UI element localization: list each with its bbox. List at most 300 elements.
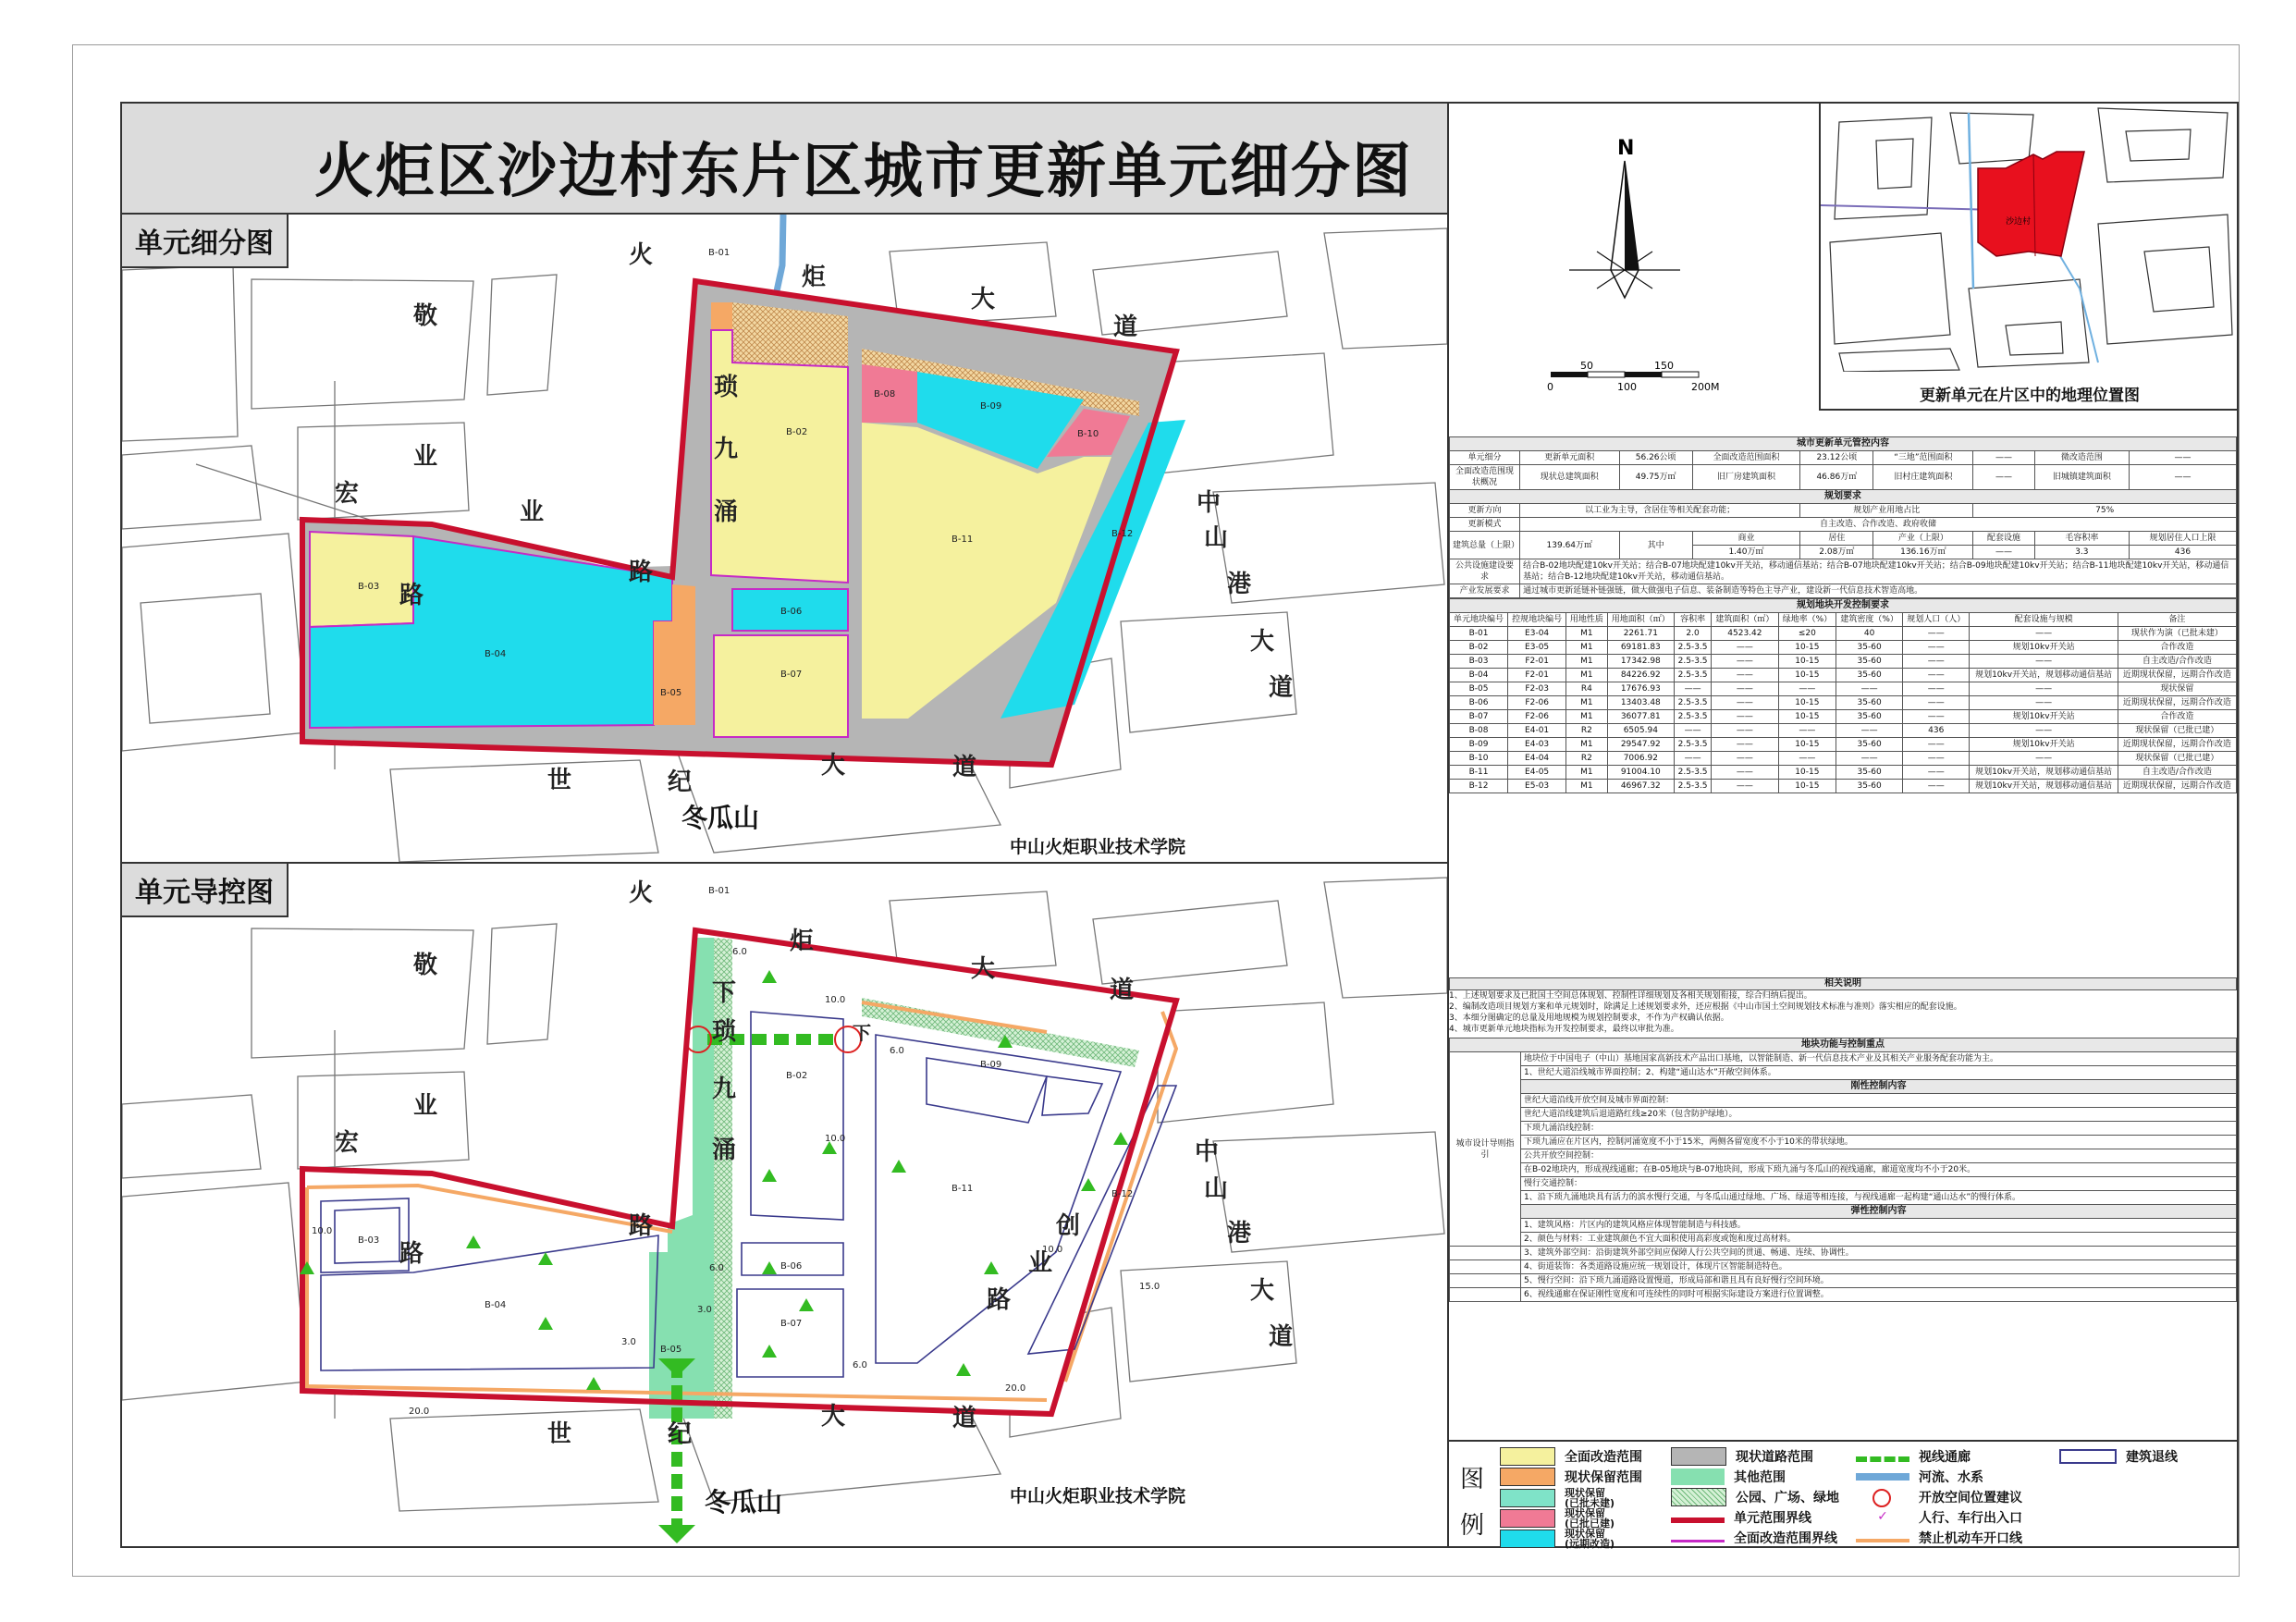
plot-tag-b01: B-01: [708, 886, 731, 896]
table-cell: 84226.92: [1607, 669, 1674, 682]
table-cell: ——: [1903, 710, 1970, 724]
table-cell: 通过城市更新延链补链强链，做大做强电子信息、装备制造等特色主导产业，建设新一代信息技术智造高地。: [1520, 584, 2237, 598]
legend-item: [1856, 1508, 2022, 1527]
table-title: 城市更新单元管控内容: [1450, 437, 2237, 451]
road-char: 大: [821, 752, 846, 780]
legend-item: [1500, 1508, 1615, 1529]
scale-bar-white: [1588, 372, 1625, 377]
table-cell: 17676.93: [1607, 682, 1674, 696]
note-line: 2、编制改造项目规划方案和单元规划时，除满足上述规划要求外，还应根据《中山市国土空间规划技术标准与准则》落实相应的配套设施。: [1449, 1002, 1962, 1012]
plot-tag-b01: B-01: [708, 248, 731, 258]
table-cell: ——: [1973, 465, 2034, 490]
table-cell: 合作改造: [2118, 641, 2236, 655]
table-cell: ——: [1970, 682, 2118, 696]
notes-title: 相关说明: [1449, 977, 2237, 990]
guidance-text: 2、颜色与材料：工业建筑颜色不宜大面积使用高彩度或饱和度过高材料。: [1521, 1233, 2237, 1247]
table-cell: 2.0: [1675, 627, 1712, 641]
legend-item: [1671, 1468, 1786, 1486]
table-cell: 产业发展要求: [1450, 584, 1520, 598]
subdivision-map[interactable]: [122, 215, 1447, 862]
legend-label: 人行、车行出入口: [1919, 1511, 2022, 1526]
table-cell: 配套设施: [1973, 532, 2034, 546]
table-cell: 全面改造范围现状概况: [1450, 465, 1520, 490]
table-cell: R2: [1566, 724, 1607, 738]
table-row: [1450, 724, 2237, 738]
table-cell: ——: [1903, 752, 1970, 766]
guidance-text: 慢行交通控制：: [1521, 1177, 2237, 1191]
table-cell: 居住: [1800, 532, 1873, 546]
table-cell: 3.3: [2034, 546, 2129, 559]
table-header-cell: 容积率: [1675, 613, 1712, 627]
table-cell: M1: [1566, 669, 1607, 682]
road-char: 业: [413, 1092, 438, 1120]
table-cell: 2.5-3.5: [1675, 710, 1712, 724]
table-cell: ——: [1903, 655, 1970, 669]
guidance-section: 弹性控制内容: [1521, 1205, 2237, 1219]
table-cell: 35-60: [1836, 696, 1903, 710]
road-char: 下: [712, 979, 737, 1007]
table-cell: 17342.98: [1607, 655, 1674, 669]
road-char: 炬: [790, 928, 815, 955]
setback-value: 10.0: [825, 1134, 846, 1144]
note-line: 4、城市更新单元地块指标为开发控制要求，最终以审批为准。: [1449, 1025, 1679, 1034]
table-cell: 以工业为主导，含居住等相关配套功能；: [1520, 504, 1800, 518]
table-cell: B-03: [1450, 655, 1508, 669]
table-cell: 56.26公顷: [1619, 451, 1692, 465]
scale-tick: 100: [1617, 381, 1637, 393]
guidance-text: 下琐九涌沿线控制：: [1521, 1122, 2237, 1136]
setback-value: 3.0: [621, 1337, 636, 1347]
road-char: 炬: [802, 264, 827, 291]
table-cell: M1: [1566, 738, 1607, 752]
table-cell: ——: [1712, 655, 1778, 669]
subdivision-map-label: 单元细分图: [122, 215, 289, 268]
table-cell: 旧厂房建筑面积: [1692, 465, 1799, 490]
road-char: 大: [1250, 1277, 1275, 1305]
legend-label: 公园、广场、绿地: [1736, 1491, 1839, 1505]
table-header-row: [1450, 613, 2237, 627]
subdivision-map-panel[interactable]: [122, 215, 1449, 864]
table-cell: 规划10kv开关站: [1970, 710, 2118, 724]
table-section: 规划要求: [1450, 490, 2237, 504]
road-char: 下: [853, 1022, 871, 1044]
table-cell: 2.5-3.5: [1675, 669, 1712, 682]
table-cell: 2.5-3.5: [1675, 696, 1712, 710]
road-char: 道: [1110, 977, 1135, 1004]
road-char: 涌: [714, 498, 739, 526]
table-cell: ——: [1712, 696, 1778, 710]
table-cell: B-04: [1450, 669, 1508, 682]
table-cell: M1: [1566, 696, 1607, 710]
location-map-caption: 更新单元在片区中的地理位置图: [1920, 387, 2140, 405]
plot-tag-b11: B-11: [952, 1184, 974, 1194]
road-char: 纪: [668, 768, 693, 796]
legend-title-char: 图: [1459, 1466, 1484, 1493]
table-cell: 近期现状保留，远期合作改造: [2118, 669, 2236, 682]
table-cell: M1: [1566, 780, 1607, 793]
setback-value: 6.0: [732, 947, 747, 957]
table-cell: 1.40万㎡: [1692, 546, 1799, 559]
table-cell: 136.16万㎡: [1873, 546, 1973, 559]
legend-label: 视线通廊: [1919, 1450, 1971, 1465]
table-cell: 10-15: [1778, 766, 1836, 780]
table-row: [1450, 752, 2237, 766]
table-cell: ——: [1903, 682, 1970, 696]
table-cell: E4-01: [1508, 724, 1566, 738]
drawing-sheet: [120, 102, 2239, 1548]
table-cell: 10-15: [1778, 696, 1836, 710]
table-cell: ——: [2130, 451, 2237, 465]
table-cell: 35-60: [1836, 738, 1903, 752]
legend-item: [1500, 1447, 1642, 1466]
access-icon: ✓: [1877, 1509, 1888, 1524]
table-cell: ——: [1712, 780, 1778, 793]
table-cell: 毛容积率: [2034, 532, 2129, 546]
legend-label: 现状保留范围: [1565, 1470, 1642, 1485]
scale-tick: 200M: [1691, 381, 1720, 393]
legend-item: [1856, 1468, 1983, 1486]
road-char: 港: [1227, 571, 1252, 598]
road-char: 火: [629, 241, 654, 269]
legend-swatch: [1500, 1489, 1555, 1507]
table-cell: 35-60: [1836, 710, 1903, 724]
guidance-text: 1、建筑风格：片区内的建筑风格应体现智能制造与科技感。: [1521, 1219, 2237, 1233]
road-char: 琐: [714, 374, 739, 401]
table-cell: B-06: [1450, 696, 1508, 710]
place-hill: 冬瓜山: [705, 1487, 783, 1518]
table-cell: 更新模式: [1450, 518, 1520, 532]
table-header-cell: 配套设施与规模: [1970, 613, 2118, 627]
table-cell: 7006.92: [1607, 752, 1674, 766]
legend-label: 全面改造范围界线: [1734, 1531, 1837, 1546]
table-cell: ——: [1712, 724, 1778, 738]
road-char: 大: [821, 1403, 846, 1431]
plot-b03[interactable]: [310, 532, 413, 627]
table-row: [1450, 766, 2237, 780]
road-char: 路: [399, 582, 424, 609]
table-row: [1450, 669, 2237, 682]
table-cell: ——: [1970, 724, 2118, 738]
legend-item: [1671, 1508, 1811, 1527]
table-cell: ——: [1675, 682, 1712, 696]
road-char: 港: [1227, 1220, 1252, 1247]
road-char: 火: [629, 879, 654, 907]
table-cell: E4-04: [1508, 752, 1566, 766]
table-cell: 69181.83: [1607, 641, 1674, 655]
legend-swatch: [2059, 1449, 2117, 1464]
guidance-text: 公共开放空间控制：: [1521, 1149, 2237, 1163]
control-tables: [1449, 436, 2237, 793]
plot-tag-b04: B-04: [485, 649, 507, 659]
table-row: [1450, 738, 2237, 752]
page-title: 火炬区沙边村东片区城市更新单元细分图: [314, 138, 1413, 206]
guidance-text: 1、沿下琐九涌地块具有活力的滨水慢行交通，与冬瓜山通过绿地、广场、绿道等相连接，与视线通廊一起构建“通山达水”的慢行体系。: [1521, 1191, 2237, 1205]
table-section: 规划地块开发控制要求: [1450, 599, 2237, 613]
table-cell: B-07: [1450, 710, 1508, 724]
road-char: 九: [714, 436, 739, 463]
table-cell: 10-15: [1778, 669, 1836, 682]
table-cell: F2-06: [1508, 696, 1566, 710]
legend-label: 现状保留 (已批已建): [1565, 1507, 1615, 1530]
table-cell: 产业（上限）: [1873, 532, 1973, 546]
table-cell: 10-15: [1778, 641, 1836, 655]
open-space-icon: [1872, 1489, 1891, 1507]
table-header-cell: 绿地率（%）: [1778, 613, 1836, 627]
plot-tag-b10: B-10: [1077, 429, 1099, 439]
road-char: 创: [1056, 1212, 1081, 1240]
table-cell: 现状保留: [2118, 682, 2236, 696]
table-cell: 2.5-3.5: [1675, 766, 1712, 780]
table-cell: ——: [1675, 724, 1712, 738]
control-summary-table: [1449, 436, 2237, 598]
table-cell: 近期现状保留，远期合作改造: [2118, 696, 2236, 710]
legend-title-char: 例: [1459, 1512, 1484, 1540]
table-cell: E3-05: [1508, 641, 1566, 655]
setback-value: 6.0: [709, 1263, 724, 1273]
table-row: [1450, 532, 2237, 546]
table-cell: 13403.48: [1607, 696, 1674, 710]
guidance-text: 世纪大道沿线开放空间及城市界面控制：: [1521, 1094, 2237, 1108]
table-cell: M1: [1566, 766, 1607, 780]
design-guidance: [1449, 1038, 2237, 1302]
road-char: 中: [1195, 1138, 1220, 1166]
table-cell: 公共设施建设要求: [1450, 559, 1520, 584]
legend: [1449, 1440, 2237, 1548]
road-char: 敬: [413, 952, 438, 979]
table-cell: 10-15: [1778, 655, 1836, 669]
legend-swatch: [1856, 1539, 1909, 1542]
table-cell: 商业: [1692, 532, 1799, 546]
north-label: N: [1617, 137, 1635, 160]
table-cell: ——: [1712, 766, 1778, 780]
table-cell: 35-60: [1836, 669, 1903, 682]
scale-bar-white: [1662, 372, 1699, 377]
table-cell: 29547.92: [1607, 738, 1674, 752]
table-cell: 旧村庄建筑面积: [1873, 465, 1973, 490]
plot-tag-b06: B-06: [780, 607, 803, 617]
table-header-cell: 用地性质: [1566, 613, 1607, 627]
road-char: 世: [547, 1420, 572, 1448]
road-char: 宏: [335, 1129, 360, 1157]
table-header-cell: 控规地块编号: [1508, 613, 1566, 627]
location-map[interactable]: [1819, 104, 2239, 411]
table-cell: 35-60: [1836, 655, 1903, 669]
table-cell: F2-03: [1508, 682, 1566, 696]
corridor-arrow-down: [658, 1525, 695, 1543]
table-cell: R4: [1566, 682, 1607, 696]
plot-tag-b09: B-09: [980, 401, 1002, 412]
legend-swatch: [1856, 1456, 1909, 1462]
north-arrow-and-scale: [1449, 104, 1819, 409]
legend-swatch: [1500, 1447, 1555, 1466]
place-college: 中山火炬职业技术学院: [1010, 1486, 1186, 1506]
road-char: 道: [952, 1405, 977, 1432]
table-cell: 更新方向: [1450, 504, 1520, 518]
table-cell: ——: [1712, 682, 1778, 696]
plot-tag-b05: B-05: [660, 1345, 682, 1355]
road-char: 宏: [335, 480, 360, 508]
table-cell: 49.75万㎡: [1619, 465, 1692, 490]
table-cell: 436: [2130, 546, 2237, 559]
table-cell: E5-03: [1508, 780, 1566, 793]
table-cell: B-09: [1450, 738, 1508, 752]
legend-swatch: [1671, 1518, 1725, 1523]
scale-bar-black: [1625, 372, 1662, 377]
legend-item: [1856, 1529, 2022, 1547]
table-cell: E4-03: [1508, 738, 1566, 752]
table-row: [1450, 655, 2237, 669]
legend-swatch: [1856, 1489, 1909, 1505]
table-header-cell: 建筑密度（%）: [1836, 613, 1903, 627]
table-cell: E3-04: [1508, 627, 1566, 641]
table-header-cell: 建筑面积（㎡）: [1712, 613, 1778, 627]
guidance-text: 在B-02地块内，形成视线通廊；在B-05地块与B-07地块间，形成下琐九涌与冬瓜山的视线通廊，廊道宽度均不小于20米。: [1521, 1163, 2237, 1177]
table-cell: 46967.32: [1607, 780, 1674, 793]
table-cell: M1: [1566, 655, 1607, 669]
info-column: [1449, 104, 2237, 1550]
guidance-map[interactable]: [122, 864, 1447, 1546]
plot-b01[interactable]: [711, 302, 732, 330]
setback-value: 3.0: [697, 1305, 712, 1315]
plot-tag-b12: B-12: [1111, 529, 1134, 539]
table-cell: ——: [1903, 766, 1970, 780]
road-char: 世: [547, 767, 572, 794]
table-cell: 436: [1903, 724, 1970, 738]
legend-item: [1856, 1447, 1971, 1466]
guidance-text: 6、视线通廊在保证刚性宽度和可连续性的同时可根据实际建设方案进行位置调整。: [1521, 1288, 2237, 1302]
guidance-side-label: 城市设计导则指引: [1450, 1052, 1521, 1247]
road-char: 琐: [712, 1018, 737, 1046]
table-cell: ——: [1903, 696, 1970, 710]
road-char: 道: [1113, 313, 1138, 341]
table-row: [1450, 696, 2237, 710]
road-char: 山: [1204, 524, 1229, 552]
table-cell: 其中: [1619, 532, 1692, 559]
plot-tag-b07: B-07: [780, 670, 803, 680]
guidance-section: 地块功能与控制重点: [1450, 1038, 2237, 1052]
table-row: [1450, 559, 2237, 584]
legend-label: 单元范围界线: [1734, 1511, 1811, 1526]
table-row: [1450, 504, 2237, 518]
legend-label: 其他范围: [1734, 1470, 1786, 1485]
table-cell: F2-06: [1508, 710, 1566, 724]
guidance-text: 下琐九涌应在片区内，控制河涌宽度不小于15米，两侧各留宽度不小于10米的带状绿地。: [1521, 1136, 2237, 1149]
legend-title: [1458, 1456, 1486, 1549]
legend-label: 现状保留 (远期改造): [1565, 1528, 1615, 1550]
table-cell: 75%: [1973, 504, 2237, 518]
table-cell: 35-60: [1836, 641, 1903, 655]
table-cell: 规划10kv开关站，规划移动通信基站: [1970, 669, 2118, 682]
table-cell: ——: [1712, 641, 1778, 655]
road-char: 敬: [413, 302, 438, 330]
plot-tag-b03: B-03: [358, 582, 380, 592]
legend-item: [1856, 1488, 2022, 1506]
table-row: [1450, 641, 2237, 655]
table-cell: F2-01: [1508, 669, 1566, 682]
legend-label: 建筑退线: [2126, 1450, 2178, 1465]
table-cell: 规划产业用地占比: [1800, 504, 1973, 518]
table-cell: 近期现状保留，远期合作改造: [2118, 780, 2236, 793]
road-char: 大: [1250, 628, 1275, 656]
road-char: 大: [971, 286, 996, 313]
table-header-cell: 用地面积（㎡）: [1607, 613, 1674, 627]
table-cell: “三地”范围面积: [1873, 451, 1973, 465]
table-header-cell: 单元地块编号: [1450, 613, 1508, 627]
table-row: [1450, 682, 2237, 696]
plot-tag-b08: B-08: [874, 389, 896, 399]
table-cell: F2-01: [1508, 655, 1566, 669]
legend-swatch: [1671, 1488, 1726, 1506]
guidance-text: 1、世纪大道沿线城市界面控制；2、构建“通山达水”开敞空间体系。: [1521, 1066, 2237, 1080]
table-cell: ——: [1970, 627, 2118, 641]
plot-tag-b09: B-09: [980, 1060, 1002, 1070]
legend-item: [1500, 1529, 1615, 1549]
table-header-cell: 备注: [2118, 613, 2236, 627]
table-cell: ——: [1903, 669, 1970, 682]
table-cell: ——: [1675, 752, 1712, 766]
legend-label: 现状道路范围: [1736, 1450, 1813, 1465]
setback-value: 6.0: [890, 1046, 904, 1056]
table-row: [1450, 465, 2237, 490]
table-row: [1450, 710, 2237, 724]
guidance-map-panel[interactable]: [122, 864, 1449, 1546]
table-cell: 6505.94: [1607, 724, 1674, 738]
table-cell: 合作改造: [2118, 710, 2236, 724]
guidance-text: 4、街道装饰：各类道路设施应统一规划设计，体现片区智能制造特色。: [1521, 1260, 2237, 1274]
road-char: 中: [1197, 489, 1222, 517]
road-char: 路: [399, 1240, 424, 1268]
table-cell: 现状总建筑面积: [1520, 465, 1619, 490]
legend-label: 全面改造范围: [1565, 1450, 1642, 1465]
setback-value: 10.0: [312, 1226, 333, 1236]
plot-b07[interactable]: [714, 635, 848, 737]
legend-item: [2059, 1447, 2178, 1466]
guidance-text: 5、慢行空间：沿下琐九涌道路设置慢道，形成局部和谐且具有良好慢行空间环境。: [1521, 1274, 2237, 1288]
plot-tag-b02: B-02: [786, 1071, 808, 1081]
table-cell: 2.5-3.5: [1675, 738, 1712, 752]
table-cell: B-05: [1450, 682, 1508, 696]
table-cell: ——: [1903, 780, 1970, 793]
guidance-text: 地块位于中国电子（中山）基地国家高新技术产品出口基地，以智能制造、新一代信息技术产业及其相关产业服务配套功能为主。: [1521, 1052, 2237, 1066]
table-cell: ——: [1970, 696, 2118, 710]
road-char: 路: [987, 1286, 1012, 1314]
legend-swatch: [1671, 1468, 1725, 1485]
table-cell: ——: [1970, 655, 2118, 669]
setback-value: 10.0: [1042, 1245, 1063, 1255]
table-cell: 现状保留（已批已建）: [2118, 752, 2236, 766]
title-bar: [122, 104, 1449, 215]
table-cell: 自主改造/合作改造: [2118, 766, 2236, 780]
table-cell: 规划10kv开关站，规划移动通信基站: [1970, 780, 2118, 793]
table-cell: 10-15: [1778, 710, 1836, 724]
legend-swatch: [1671, 1540, 1725, 1542]
scale-bar-black: [1551, 372, 1588, 377]
table-cell: ——: [2130, 465, 2237, 490]
road-char: 道: [952, 754, 977, 781]
table-row: [1450, 451, 2237, 465]
table-cell: 46.86万㎡: [1800, 465, 1873, 490]
plot-tag-b03: B-03: [358, 1235, 380, 1246]
road-char: 九: [712, 1075, 737, 1103]
setback-value: 20.0: [1005, 1383, 1026, 1394]
table-cell: ——: [1778, 752, 1836, 766]
road-char: 涌: [712, 1137, 737, 1164]
table-cell: 旧城镇建筑面积: [2034, 465, 2129, 490]
table-cell: B-10: [1450, 752, 1508, 766]
table-cell: B-12: [1450, 780, 1508, 793]
setback-value: 6.0: [853, 1360, 867, 1370]
road-char: 路: [629, 559, 654, 586]
